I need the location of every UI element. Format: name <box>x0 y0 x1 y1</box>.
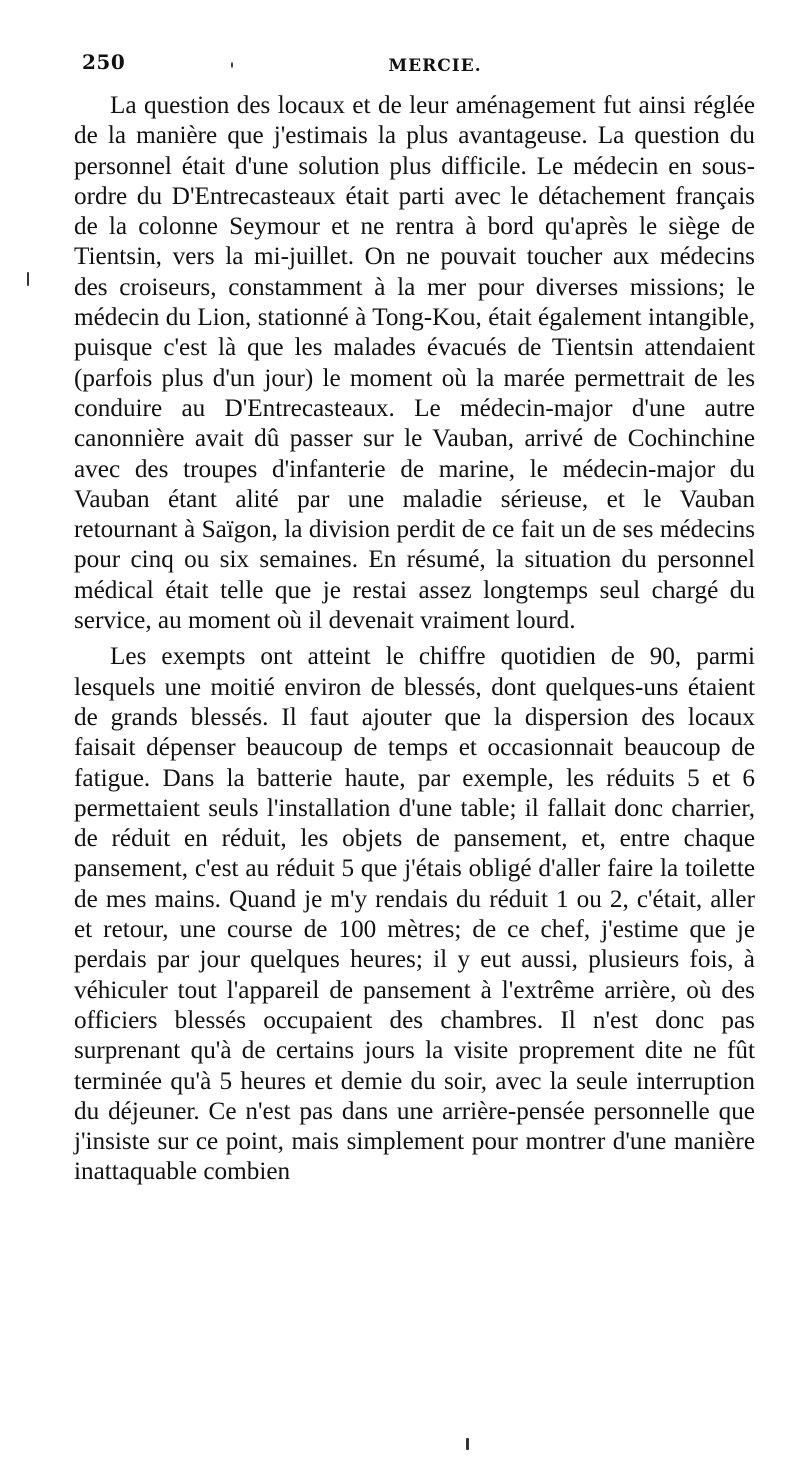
body-text <box>74 91 755 1194</box>
paragraph-2: Les exempts ont atteint le chiffre quotidien de 90, parmi lesquels une moitié environ de blessés, dont quelques-uns étaient de grands blessés. Il faut ajouter que la dispersion des locaux faisait dépenser beaucoup de temps et occasionnait beaucoup de fatigue. Dans la batterie haute, par exemple, les réduits 5 et 6 permettaient seuls l'installation d'une table; il fallait donc charrier, de réduit en réduit, les objets de pansement, et, entre chaque pansement, c'est au réduit 5 que j'étais obligé d'aller faire la toilette de mes mains. Quand je m'y rendais du réduit 1 ou 2, c'était, aller et retour, une course de 100 mètres; de ce chef, j'estime que je perdais par jour quelques heures; il y eut aussi, plusieurs fois, à véhiculer tout l'appareil de pansement à l'extrême arrière, où des officiers blessés occupaient des chambres. Il n'est donc pas surprenant qu'à de certains jours la visite proprement dite ne fût terminée qu'à 5 heures et demie du soir, avec la seule interruption du déjeuner. Ce n'est pas dans une arrière-pensée personnelle que j'insiste sur ce point, mais simplement pour montrer d'une manière inattaquable combien <box>74 643 755 1186</box>
page-header <box>80 46 760 76</box>
paragraph-1: La question des locaux et de leur aménagement fut ainsi réglée de la manière que j'estimais la plus avantageuse. La question du personnel était d'une solution plus difficile. Le médecin en sous-ordre du D'Entrecasteaux était parti avec le détachement français de la colonne Seymour et ne rentra à bord qu'après le siège de Tientsin, vers la mi-juillet. On ne pouvait toucher aux médecins des croiseurs, constamment à la mer pour diverses missions; le médecin du Lion, stationné à Tong-Kou, était également intangible, puisque c'est là que les malades évacués de Tientsin attendaient (parfois plus d'un jour) le moment où la marée permettrait de les conduire au D'Entrecasteaux. Le médecin-major d'une autre canonnière avait dû passer sur le Vauban, arrivé de Cochinchine avec des troupes d'infanterie de marine, le médecin-major du Vauban étant alité par une maladie sérieuse, et le Vauban retournant à Saïgon, la division perdit de ce fait un de ses médecins pour cinq ou six semaines. En résumé, la situation du personnel médical était telle que je restai assez longtemps seul chargé du service, au moment où il devenait vraiment lourd. <box>74 92 755 635</box>
print-speck <box>466 1438 469 1450</box>
print-speck <box>231 62 233 68</box>
page-number: 250 <box>82 50 126 74</box>
running-title: MERCIE. <box>388 56 482 76</box>
print-speck <box>27 272 29 286</box>
